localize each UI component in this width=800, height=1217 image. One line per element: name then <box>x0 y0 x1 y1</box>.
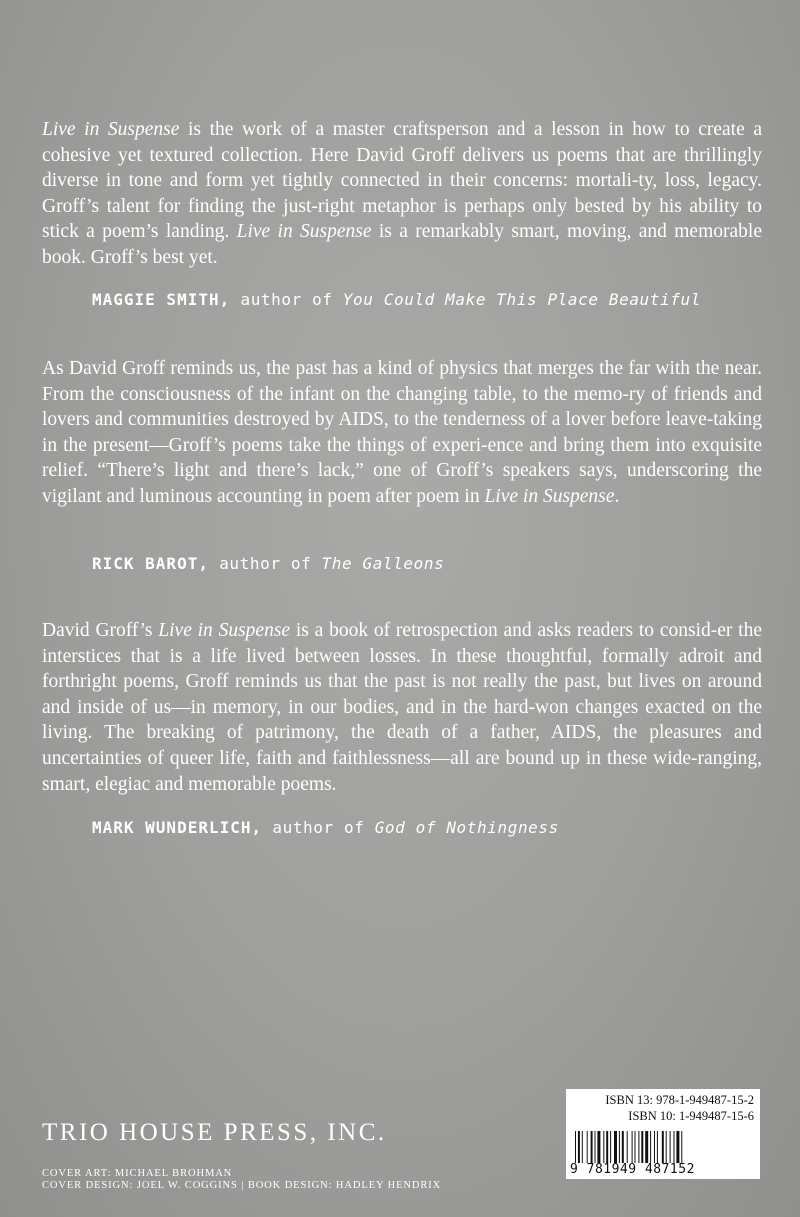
book-title: Live in Suspense <box>236 221 372 243</box>
barcode-digits: 9 781949 487152 <box>570 1162 695 1177</box>
blurb-text: As David Groff reminds us, the past has a kind of physics that merges the far with the near. From the consciousness of the infant on the changing table, to the memo-ry of friends and lovers and communities destroyed by AIDS, to the tenderness of a lover before leave-taking in the present—Groff’s poems take the things of experi-ence and bring them into exquisite relief. “There’s light and there’s lack,” one of Groff’s speakers says, underscoring the vigilant and luminous accounting in poem after poem in <box>42 358 762 507</box>
attribution-rick-barot <box>92 554 444 573</box>
blurb-mark-wunderlich <box>42 618 762 797</box>
author-book: The Galleons <box>321 554 445 573</box>
barcode-icon <box>575 1131 751 1163</box>
author-book: God of Nothingness <box>374 818 559 837</box>
blurb-text: is a book of retrospection and asks readers to consid-er the interstices that is a life lived between losses. In these thoughtful, formally adroit and forthright poems, Groff reminds us that the past is not really the past, but lives on around and inside of us—in memory, in our bodies, and in the hard-won changes exacted on the living. The breaking of patrimony, the death of a father, AIDS, the pleasures and uncertainties of queer life, faith and faithlessness—all are bound up in these wide-ranging, smart, elegiac and memorable poems. <box>42 620 763 795</box>
author-of: author of <box>262 818 375 837</box>
credit-design: COVER DESIGN: JOEL W. COGGINS | BOOK DESIGN: HADLEY HENDRIX <box>42 1180 442 1191</box>
author-name: MARK WUNDERLICH, <box>92 818 263 837</box>
isbn-13: ISBN 13: 978-1-949487-15-2 <box>605 1093 754 1107</box>
blurb-rick-barot <box>42 356 762 510</box>
author-of: author of <box>208 554 322 573</box>
attribution-maggie-smith <box>92 290 701 309</box>
book-title: Live in Suspense <box>158 620 291 641</box>
blurb-text: David Groff’s <box>42 620 159 641</box>
author-name: MAGGIE SMITH, <box>92 290 231 309</box>
blurb-maggie-smith <box>42 117 762 271</box>
blurb-text: is a remarkably smart, moving, and memorable book. Groff’s best yet. <box>42 221 762 268</box>
book-title: Live in Suspense <box>484 485 615 507</box>
author-name: RICK BAROT, <box>92 554 209 573</box>
attribution-mark-wunderlich <box>92 818 559 837</box>
credit-cover-art: COVER ART: MICHAEL BROHMAN <box>42 1168 233 1179</box>
isbn-barcode-block <box>566 1089 760 1179</box>
author-of: author of <box>230 290 343 309</box>
book-title: Live in Suspense <box>42 119 180 140</box>
isbn-10: ISBN 10: 1-949487-15-6 <box>628 1109 754 1123</box>
author-book: You Could Make This Place Beautiful <box>342 290 701 309</box>
blurb-text: . <box>614 485 620 507</box>
blurb-text: is the work of a master craftsperson and a lesson in how to create a cohesive yet textured collection. Here David Groff delivers us poems that are thrillingly diverse in tone and form yet tightly connected in their concerns: mortali-ty, loss, legacy. Groff’s talent for finding the just-right metaphor is perhaps only bested by his ability to stick a poem’s landing. <box>42 119 762 243</box>
publisher-name: TRIO HOUSE PRESS, INC. <box>42 1119 387 1146</box>
